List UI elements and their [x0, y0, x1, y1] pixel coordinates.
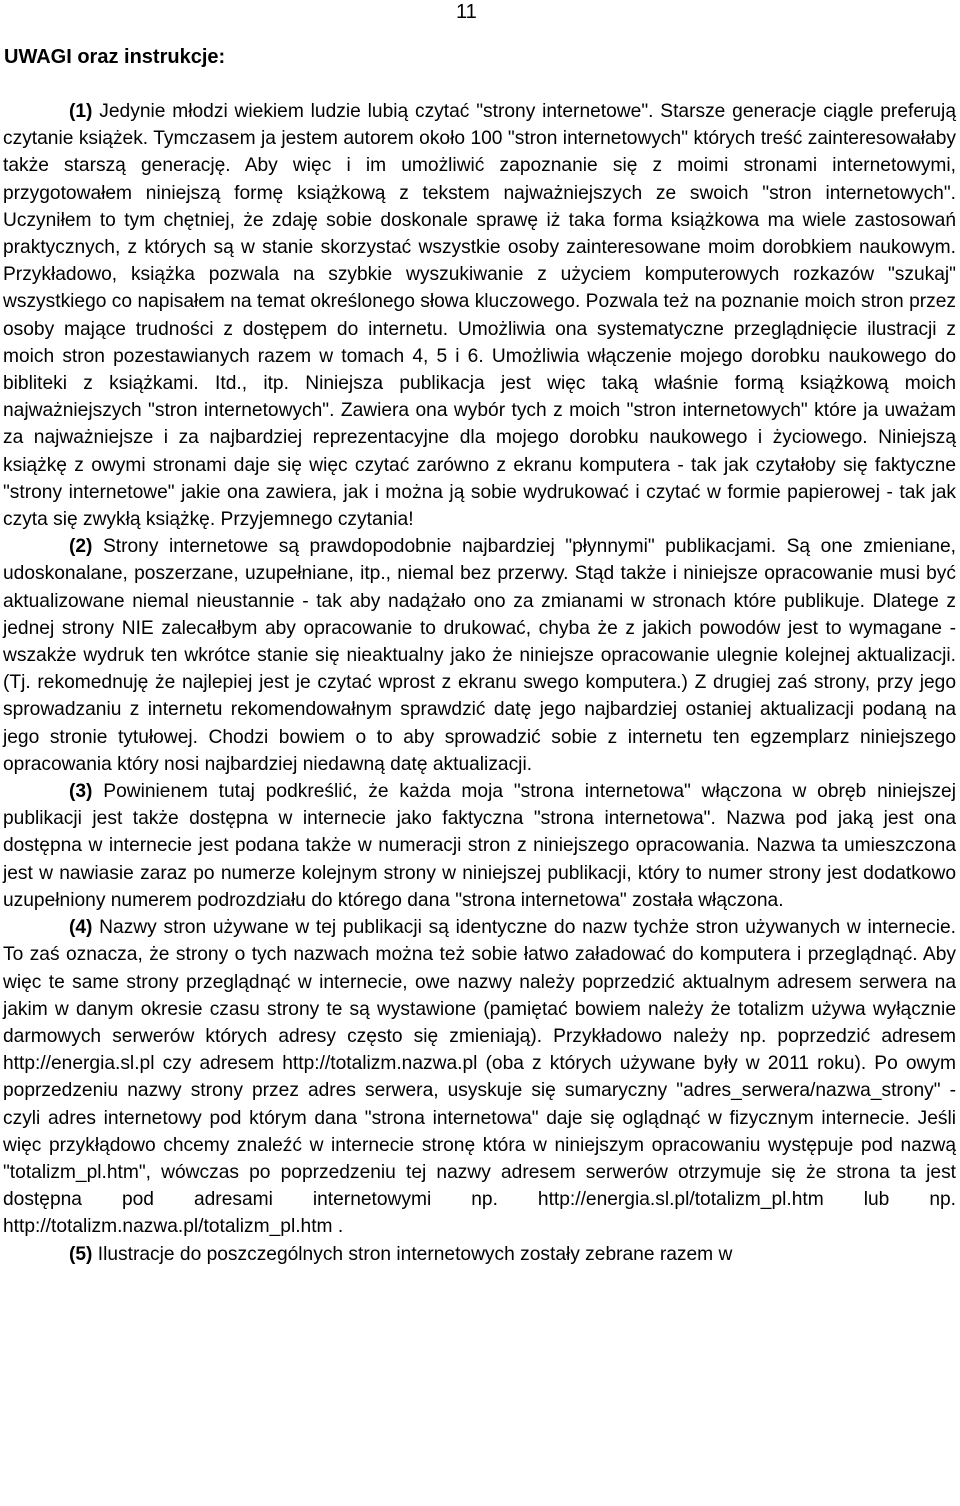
paragraph-text: Jedynie młodzi wiekiem ludzie lubią czytać "strony internetowe". Starsze generacje ciągle preferują czytanie książek. Tymczasem ja jestem autorem około 100 "stron internetowych" których treść zainteresowałaby także starszą generację. Aby więc i im umożliwić zapoznanie się z moimi stronami internetowymi, przygotowałem niniejszą formę książkową z tekstem najważniejszych ze swoich "stron internetowych". Uczyniłem to tym chętniej, że zdaję sobie doskonale sprawę iż taka forma książkowa ma wiele zastosowań praktycznych, z których są w stanie skorzystać wszystkie osoby zainteresowane moim dorobkiem naukowym. Przykładowo, książka pozwala na szybkie wyszukiwanie z użyciem komputerowych rozkazów "szukaj" wszystkiego co napisałem na temat określonego słowa kluczowego. Pozwala też na poznanie moich stron przez osoby mające trudności z dostępem do internetu. Umożliwia ona systematyczne przeglądnięcie ilustracji z moich stron pozestawianych razem w tomach 4, 5 i 6. Umożliwia włączenie mojego dorobku naukowego do bibliteki z książkami. Itd., itp. Niniejsza publikacja jest więc taką właśnie formą książkową moich najważniejszych "stron internetowych". Zawiera ona wybór tych z moich "stron internetowych" które ja uważam za najważniejsze i za najbardziej reprezentacyjne dla mojego dorobku naukowego i życiowego. Niniejszą książkę z owymi stronami daje się więc czytać zarówno z ekranu komputera - tak jak czytałoby się faktyczne "strony internetowe" jakie ona zawiera, jak i można ją sobie wydrukować i czytać w formie papierowej - tak jak czyta się zwykłą książkę. Przyjemnego czytania!: [3, 101, 956, 531]
paragraph-1: [3, 98, 956, 533]
paragraph-marker: (1): [69, 101, 93, 122]
body-text: [3, 98, 956, 1268]
paragraph-marker: (3): [69, 781, 93, 803]
paragraph-3: [3, 778, 956, 914]
paragraph-marker: (4): [69, 917, 93, 939]
page-heading: UWAGI oraz instrukcje:: [4, 46, 226, 68]
paragraph-marker: (2): [69, 536, 93, 558]
paragraph-marker: (5): [69, 1243, 93, 1265]
paragraph-5: [3, 1241, 956, 1268]
paragraph-text: Ilustracje do poszczególnych stron internetowych zostały zebrane razem w: [92, 1243, 733, 1265]
page-number: 11: [456, 1, 477, 23]
paragraph-text: Strony internetowe są prawdopodobnie najbardziej "płynnymi" publikacjami. Są one zmieniane, udoskonalane, poszerzane, uzupełniane, itp., niemal bez przerwy. Stąd także i niniejsze opracowanie musi być aktualizowane niemal nieustannie - tak aby nadążało ono za zmianami w stronach które publikuje. Dlatege z jednej strony NIE zalecałbym aby opracowanie to drukować, chyba że z jakich powodów jest to wymagane - wszakże wydruk ten wkrótce stanie się nieaktualny jako że niniejsze opracowanie ulegnie kolejnej aktualizacji. (Tj. rekomednuję że najlepiej jest je czytać wprost z ekranu swego komputera.) Z drugiej zaś strony, przy jego sprowadzaniu z internetu rekomendowałnym sprawdzić datę jego najbardziej ostaniej aktualizacji podaną na jego stronie tytułowej. Chodzi bowiem o to aby sprowadzić sobie z internetu ten egzemplarz niniejszego opracowania który nosi najbardziej niedawną datę aktualizacji.: [3, 536, 956, 775]
paragraph-2: [3, 533, 956, 778]
paragraph-4: [3, 914, 956, 1240]
paragraph-text: Powinienem tutaj podkreślić, że każda moja "strona internetowa" włączona w obręb niniejszej publikacji jest także dostępna w internecie jako faktyczna "strona internetowa". Nazwa pod jaką jest ona dostępna w internecie jest podana także w numeracji stron z niniejszego opracowania. Nazwa ta umieszczona jest w nawiasie zaraz po numerze kolejnym strony w niniejszej publikacji, który to numer strony jest dodatkowo uzupełniony numerem podrozdziału do którego dana "strona internetowa" została włączona.: [3, 781, 956, 911]
paragraph-text: Nazwy stron używane w tej publikacji są identyczne do nazw tychże stron używanych w internecie. To zaś oznacza, że strony o tych nazwach można też sobie łatwo załadować do komputera i przeglądnąć. Aby więc te same strony przeglądnąć w internecie, owe nazwy należy poprzedzić aktualnym adresem serwera na jakim w danym okresie czasu strony te są wystawione (pamiętać bowiem należy że totalizm używa wyłącznie darmowych serwerów których adresy często się zmieniają). Przykładowo należy np. poprzedzić adresem http://energia.sl.pl czy adresem http://totalizm.nazwa.pl (oba z których używane były w 2011 roku). Po owym poprzedzeniu nazwy strony przez adres serwera, usyskuje się sumaryczny "adres_serwera/nazwa_strony" - czyli adres internetowy pod którym dana "strona internetowa" daje się oglądnąć w fizycznym internecie. Jeśli więc przykłądowo chcemy znaleźć w internecie stronę która w niniejszym opracowaniu występuje pod nazwą "totalizm_pl.htm", wówczas po poprzedzeniu tej nazwy adresem serwerów otrzymuje się że strona ta jest dostępna pod adresami internetowymi np. http://energia.sl.pl/totalizm_pl.htm lub np. http://totalizm.nazwa.pl/totalizm_pl.htm .: [3, 917, 956, 1238]
